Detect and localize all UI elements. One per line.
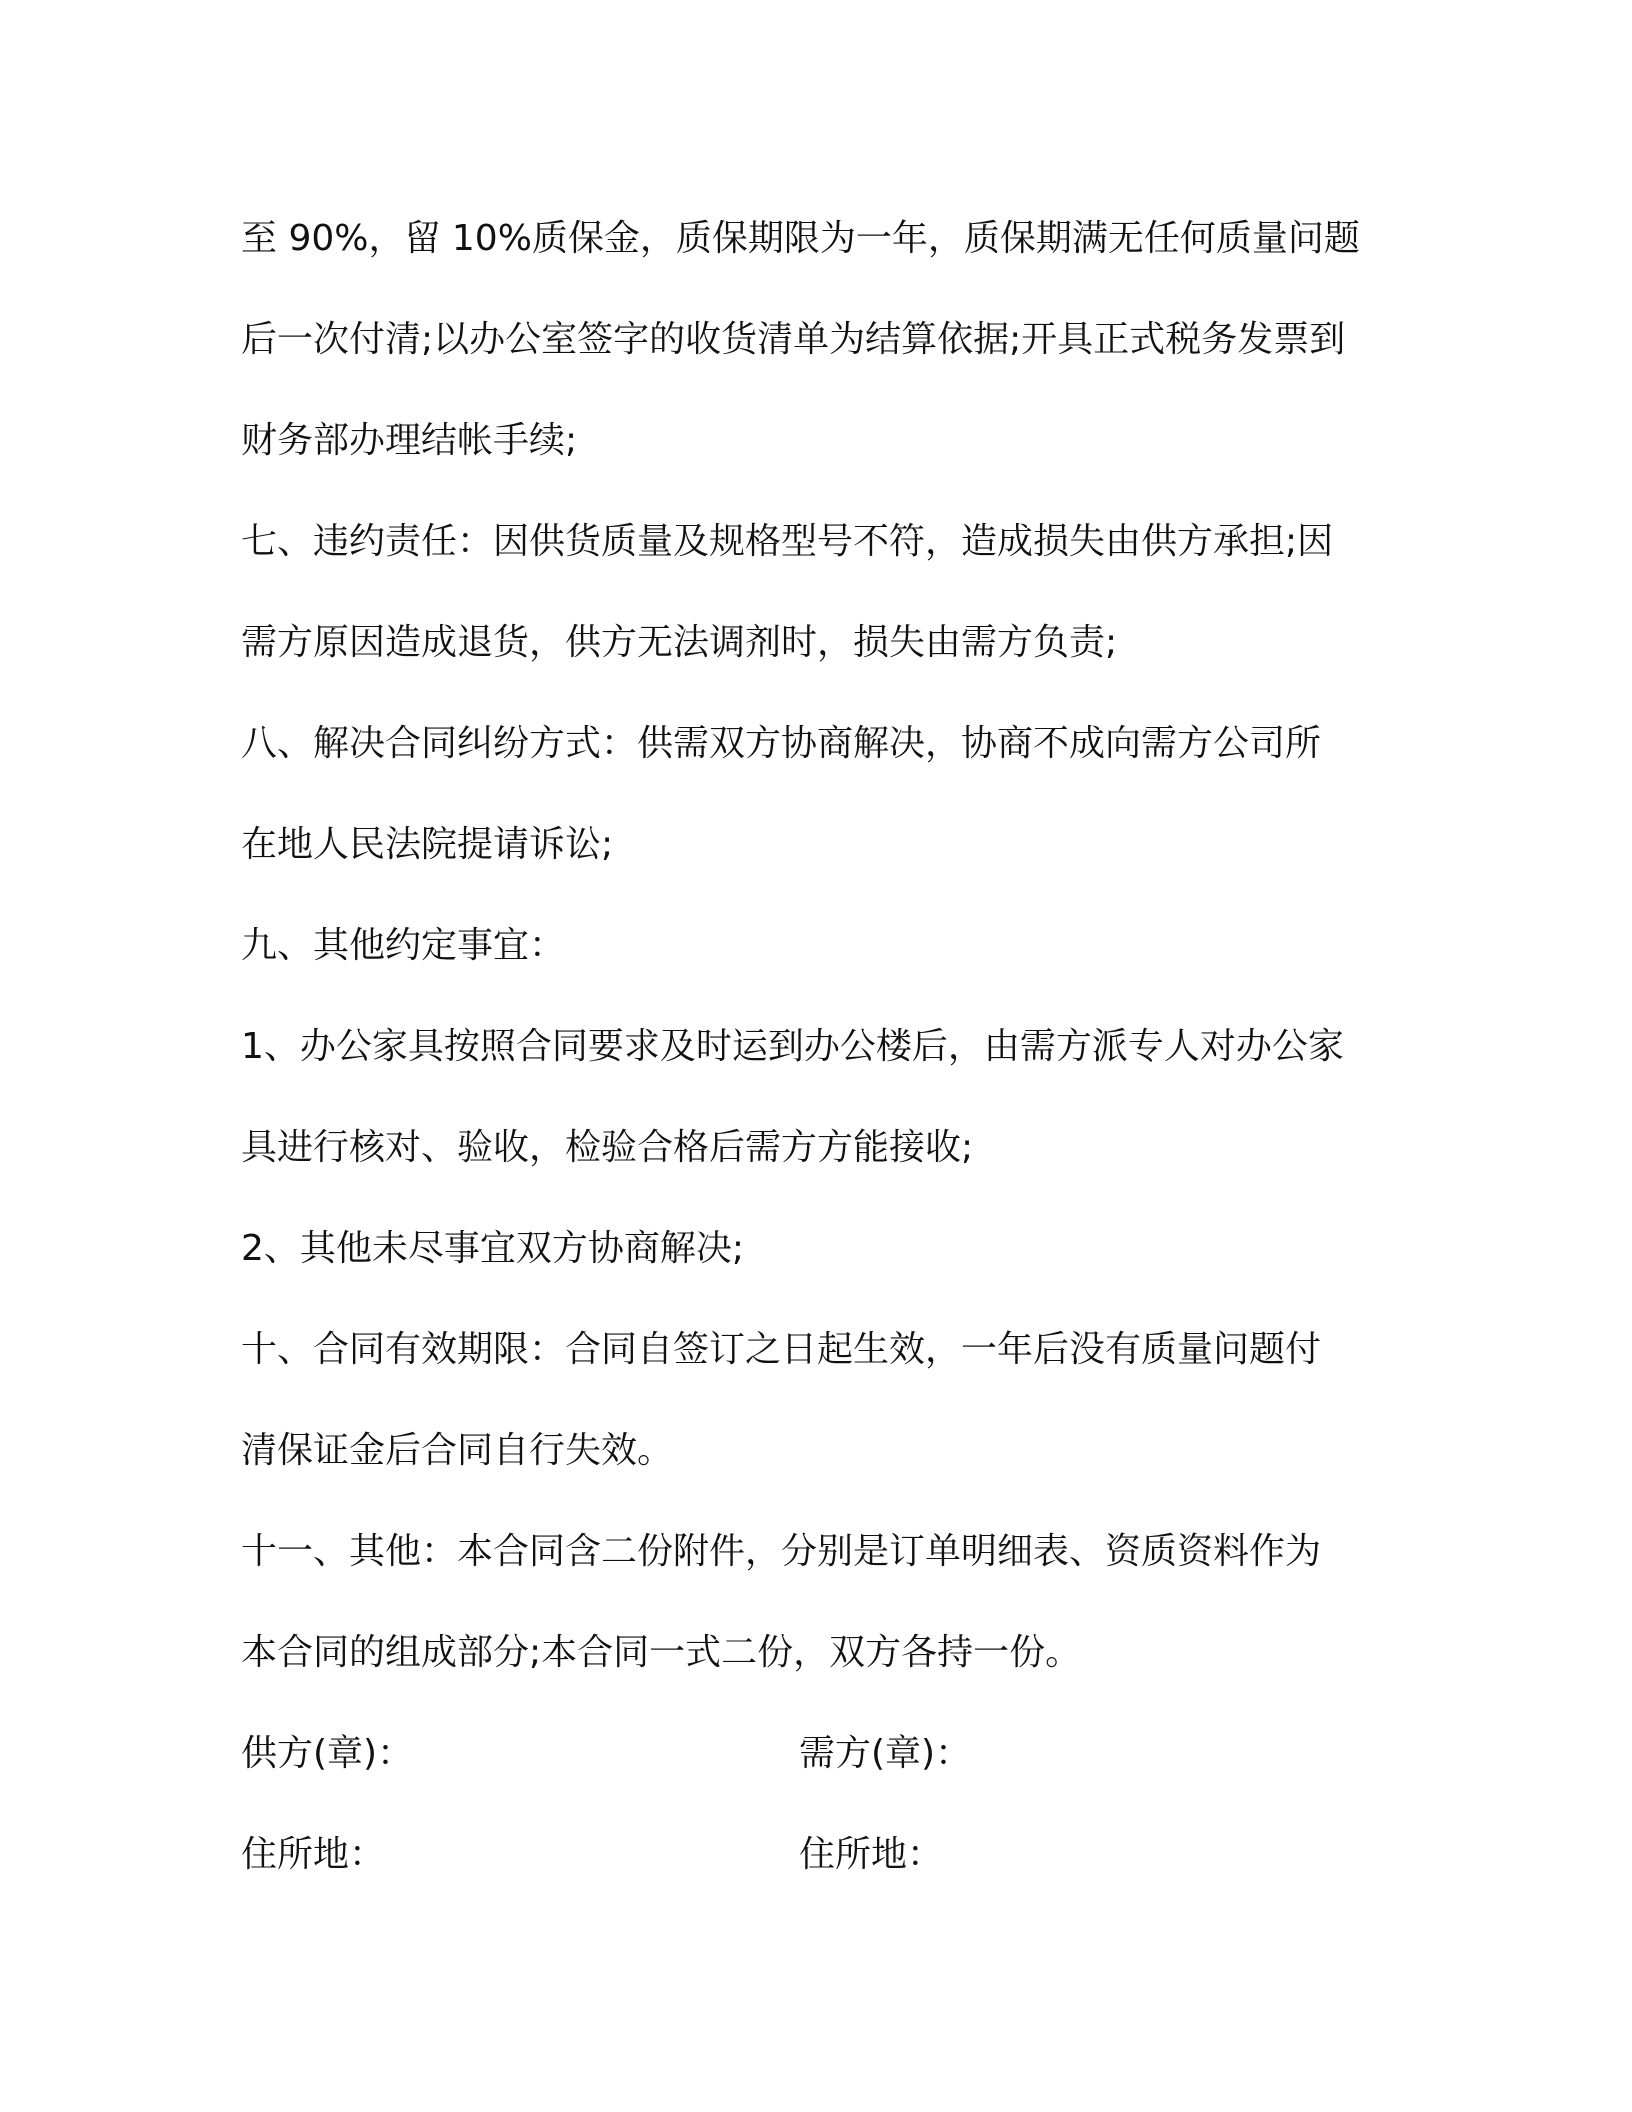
- clause-9-heading: 九、其他约定事宜：: [241, 925, 566, 966]
- contract-body: [241, 188, 1401, 1905]
- paragraph-line: 至 90%，留 10%质保金，质保期限为一年，质保期满无任何质量问题: [241, 218, 1360, 259]
- clause-10-line: 十、合同有效期限：合同自签订之日起生效，一年后没有质量问题付: [241, 1329, 1322, 1370]
- clause-9-item-2: 2、其他未尽事宜双方协商解决;: [241, 1228, 745, 1269]
- paragraph-line: 财务部办理结帐手续;: [241, 420, 578, 461]
- clause-7-line: 七、违约责任：因供货质量及规格型号不符，造成损失由供方承担;因: [241, 521, 1334, 562]
- clause-8-line: 在地人民法院提请诉讼;: [241, 824, 614, 865]
- clause-8-line: 八、解决合同纠纷方式：供需双方协商解决，协商不成向需方公司所: [241, 723, 1322, 764]
- address-row: [241, 1804, 1401, 1905]
- paragraph-line: 后一次付清;以办公室签字的收货清单为结算依据;开具正式税务发票到: [241, 319, 1346, 360]
- clause-11-line: 本合同的组成部分;本合同一式二份，双方各持一份。: [241, 1632, 1082, 1673]
- supplier-seal-label: 供方(章)：: [241, 1733, 414, 1774]
- buyer-seal-label: 需方(章)：: [799, 1733, 972, 1774]
- buyer-address-label: 住所地：: [799, 1834, 944, 1875]
- clause-9-item-1: 1、办公家具按照合同要求及时运到办公楼后，由需方派专人对办公家: [241, 1026, 1344, 1067]
- seal-row: [241, 1703, 1401, 1804]
- clause-9-item-1: 具进行核对、验收，检验合格后需方方能接收;: [241, 1127, 974, 1168]
- clause-11-line: 十一、其他：本合同含二份附件，分别是订单明细表、资质资料作为: [241, 1531, 1322, 1572]
- clause-7-line: 需方原因造成退货，供方无法调剂时，损失由需方负责;: [241, 622, 1118, 663]
- supplier-address-label: 住所地：: [241, 1834, 386, 1875]
- clause-10-line: 清保证金后合同自行失效。: [241, 1430, 674, 1471]
